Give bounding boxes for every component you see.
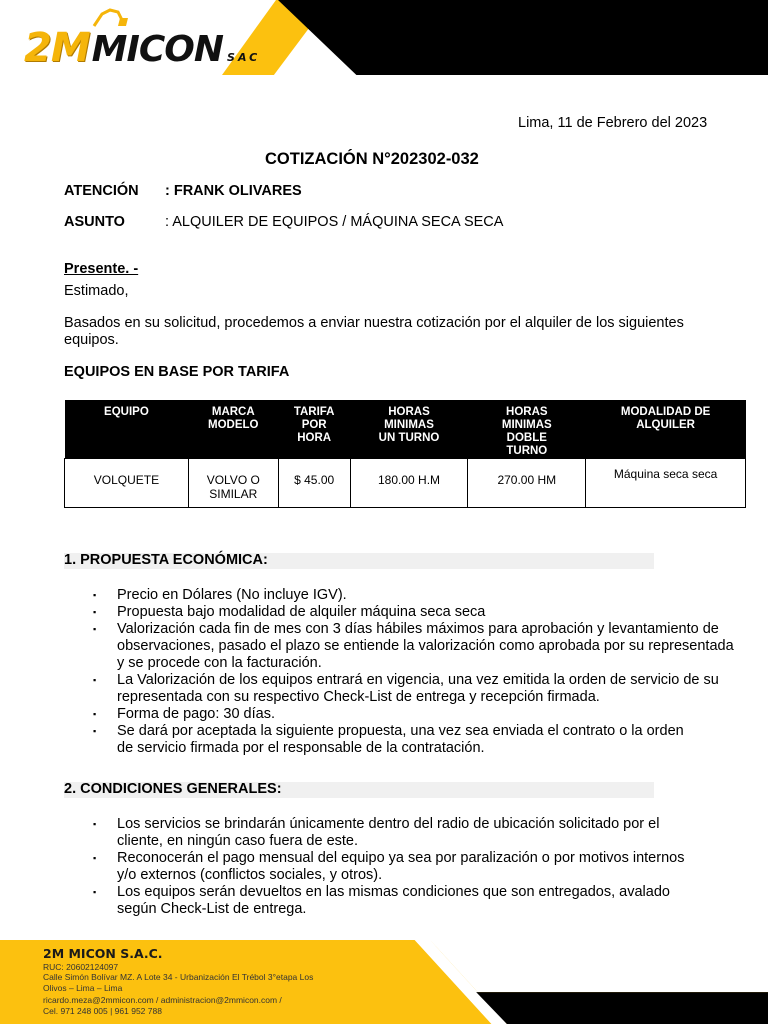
logo-suffix: SAC [227, 51, 261, 64]
list-item [93, 723, 734, 757]
list-item [93, 621, 734, 672]
table-heading: EQUIPOS EN BASE POR TARIFA [64, 364, 290, 380]
list-item [93, 706, 734, 723]
table-row [65, 459, 746, 508]
subject-value: : ALQUILER DE EQUIPOS / MÁQUINA SECA SECA [165, 214, 504, 230]
letter-date: Lima, 11 de Febrero del 2023 [518, 115, 708, 131]
header-black-band [278, 0, 768, 75]
quote-title: COTIZACIÓN N°202302-032 [265, 150, 479, 168]
col-header-tarifa: TARIFA POR HORA [278, 400, 350, 459]
attention-label: ATENCIÓN [64, 183, 139, 199]
list-item-line: ▪ Propuesta bajo modalidad de alquiler máquina seca seca [117, 604, 486, 620]
greeting-text: Estimado, [64, 283, 129, 299]
footer-company: 2M MICON S.A.C. [43, 946, 163, 961]
col-header-horas-un-turno: HORAS MINIMAS UN TURNO [350, 400, 468, 459]
cell-marca-modelo: VOLVO O SIMILAR [188, 459, 278, 508]
greeting-heading: Presente. - [64, 261, 139, 277]
logo-name: MICON [91, 29, 224, 70]
list-item-line: de servicio firmada por el responsable de la contratación. [117, 740, 485, 756]
letterhead-footer [0, 940, 768, 1024]
company-logo [24, 25, 261, 71]
col-header-horas-doble-turno: HORAS MINIMAS DOBLE TURNO [468, 400, 586, 459]
list-item-line: cliente, en ningún caso fuera de este. [117, 833, 359, 849]
list-item-line: ▪ La Valorización de los equipos entrará en vigencia, una vez emitida la orden de servicio de su [117, 672, 719, 688]
section-2-title: 2. CONDICIONES GENERALES: [64, 781, 282, 797]
list-item-line: ▪ Los equipos serán devueltos en las mismas condiciones que son entregados, avalado [117, 884, 670, 900]
section-1-list [93, 587, 734, 757]
cell-modalidad: Máquina seca seca [586, 459, 746, 508]
attention-value: : FRANK OLIVARES [165, 183, 302, 199]
col-header-equipo: EQUIPO [65, 400, 189, 459]
list-item-line: según Check-List de entrega. [117, 901, 307, 917]
logo-number: 2M [24, 25, 90, 71]
list-item [93, 604, 734, 621]
footer-address-2: Olivos – Lima – Lima [43, 983, 123, 993]
list-item [93, 816, 684, 850]
section-2-list [93, 816, 684, 918]
intro-line-1: Basados en su solicitud, procedemos a enviar nuestra cotización por el alquiler de los siguientes [64, 315, 684, 331]
list-item-line: ▪ Precio en Dólares (No incluye IGV). [117, 587, 347, 603]
list-item-line: ▪ Los servicios se brindarán únicamente dentro del radio de ubicación solicitado por el [117, 816, 660, 832]
letterhead-header [0, 0, 768, 80]
excavator-icon [92, 6, 132, 28]
footer-phones: Cel. 971 248 005 | 961 952 788 [43, 1006, 162, 1016]
list-item-line: y se procede con la facturación. [117, 655, 322, 671]
list-item-line: ▪ Valorización cada fin de mes con 3 días hábiles máximos para aprobación y levantamiento de [117, 621, 719, 637]
list-item [93, 884, 684, 918]
subject-label: ASUNTO [64, 214, 125, 230]
footer-address-1: Calle Simón Bolívar MZ. A Lote 34 - Urbanización El Trébol 3°etapa Los [43, 972, 314, 982]
cell-horas-un-turno: 180.00 H.M [350, 459, 468, 508]
col-header-modalidad: MODALIDAD DE ALQUILER [586, 400, 746, 459]
cell-horas-doble-turno: 270.00 HM [468, 459, 586, 508]
list-item-line: ▪ Reconocerán el pago mensual del equipo ya sea por paralización o por motivos internos [117, 850, 685, 866]
cell-equipo: VOLQUETE [65, 459, 189, 508]
footer-emails: ricardo.meza@2mmicon.com / administracion@2mmicon.com / [43, 995, 282, 1005]
list-item [93, 587, 734, 604]
col-header-marca-modelo: MARCA MODELO [188, 400, 278, 459]
list-item [93, 672, 734, 706]
list-item-line: y/o externos (conflictos sociales, y otros). [117, 867, 383, 883]
equipment-rate-table [64, 400, 746, 508]
list-item-line: ▪ Forma de pago: 30 días. [117, 706, 275, 722]
intro-line-2: equipos. [64, 332, 119, 348]
list-item-line: ▪ Se dará por aceptada la siguiente propuesta, una vez sea enviada el contrato o la orden [117, 723, 684, 739]
list-item-line: representada con su respectivo Check-List de entrega y recepción firmada. [117, 689, 600, 705]
table-header-row [65, 400, 746, 459]
cell-tarifa: $ 45.00 [278, 459, 350, 508]
section-1-title: 1. PROPUESTA ECONÓMICA: [64, 552, 268, 568]
footer-ruc: RUC: 20602124097 [43, 962, 119, 972]
list-item-line: observaciones, pasado el plazo se entiende la valorización como aprobada por su representada [117, 638, 734, 654]
list-item [93, 850, 684, 884]
